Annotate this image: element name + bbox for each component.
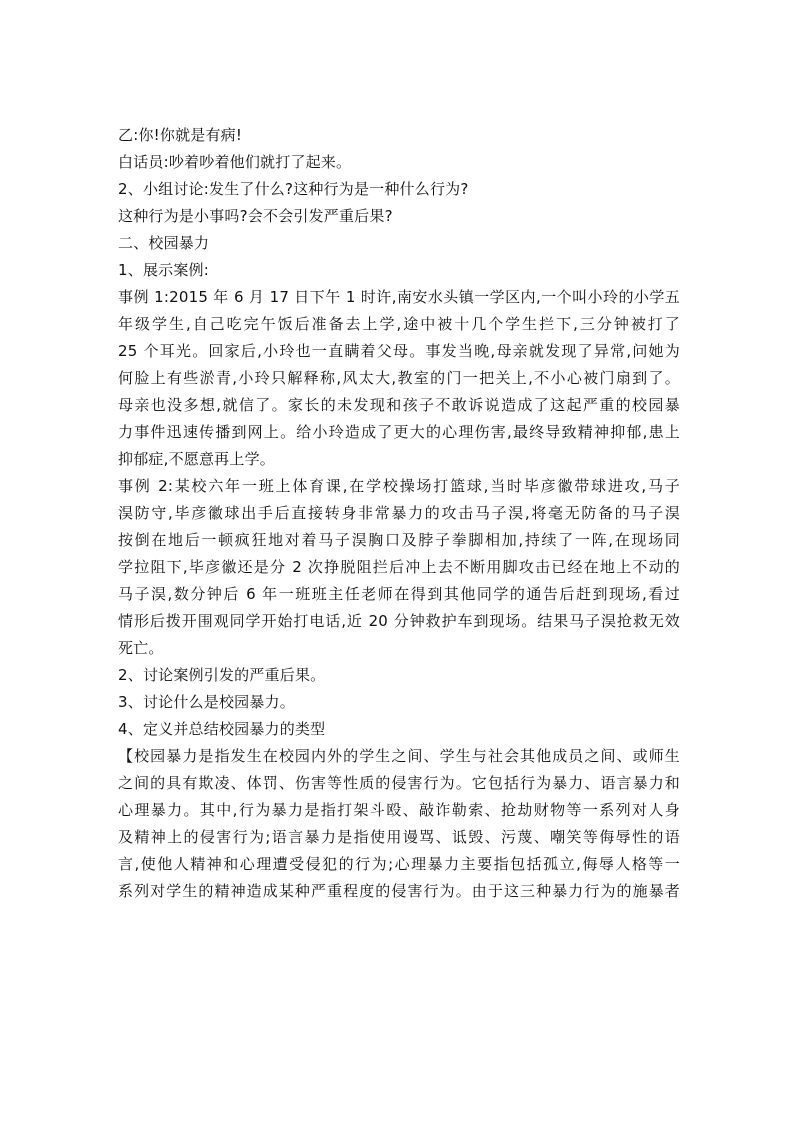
paragraph-line: 死亡。 xyxy=(118,639,164,657)
paragraph-line: 25 个耳光。回家后,小玲也一直瞒着父母。事发当晚,母亲就发现了异常,问她为 xyxy=(118,342,680,360)
section-heading: 二、校园暴力 xyxy=(118,234,210,252)
discussion-item-4: 4、定义并总结校园暴力的类型 xyxy=(118,720,326,738)
paragraph-line: 学拉阻下,毕彦徽还是分 2 次挣脱阻拦后冲上去不断用脚攻击已经在地上不动的 xyxy=(118,558,680,576)
paragraph-line: 【校园暴力是指发生在校园内外的学生之间、学生与社会其他成员之间、或师生 xyxy=(118,747,680,765)
paragraph-line: 按倒在地后一顿疯狂地对着马子淏胸口及脖子拳脚相加,持续了一阵,在现场同 xyxy=(118,531,680,549)
paragraph-line: 淏防守,毕彦徽球出手后直接转身非常暴力的攻击马子淏,将毫无防备的马子淏 xyxy=(118,504,680,522)
paragraph-line: 言,使他人精神和心理遭受侵犯的行为;心理暴力主要指包括孤立,侮辱人格等一 xyxy=(118,855,680,873)
paragraph-line: 事例 1:2015 年 6 月 17 日下午 1 时许,南安水头镇一学区内,一个叫小玲的小学五 xyxy=(118,288,680,306)
discussion-question: 这种行为是小事吗?会不会引发严重后果? xyxy=(118,207,393,225)
paragraph-line: 何脸上有些淤青,小玲只解释称,风太大,教室的门一把关上,不小心被门扇到了。 xyxy=(118,369,680,387)
paragraph-line: 之间的具有欺凌、体罚、伤害等性质的侵害行为。它包括行为暴力、语言暴力和 xyxy=(118,774,680,792)
definition-paragraph xyxy=(118,743,680,905)
discussion-item-3: 3、讨论什么是校园暴力。 xyxy=(118,693,295,711)
paragraph-line: 年级学生,自己吃完午饭后准备去上学,途中被十几个学生拦下,三分钟被打了 xyxy=(118,315,680,333)
document-page xyxy=(118,122,680,905)
paragraph-line: 马子淏,数分钟后 6 年一班班主任老师在得到其他同学的通告后赶到现场,看过 xyxy=(118,585,680,603)
paragraph-line: 母亲也没多想,就信了。家长的未发现和孩子不敢诉说造成了这起严重的校园暴 xyxy=(118,396,680,414)
paragraph-line: 力事件迅速传播到网上。给小玲造成了更大的心理伤害,最终导致精神抑郁,患上 xyxy=(118,423,680,441)
paragraph-line: 系列对学生的精神造成某种严重程度的侵害行为。由于这三种暴力行为的施暴者 xyxy=(118,882,680,900)
paragraph-line: 情形后拨开围观同学开始打电话,近 20 分钟救护车到现场。结果马子淏抢救无效 xyxy=(118,612,680,630)
case-2-paragraph xyxy=(118,473,680,662)
narrator-line: 白话员:吵着吵着他们就打了起来。 xyxy=(118,153,352,171)
paragraph-line: 心理暴力。其中,行为暴力是指打架斗殴、敲诈勒索、抢劫财物等一系列对人身 xyxy=(118,801,680,819)
paragraph-line: 抑郁症,不愿意再上学。 xyxy=(118,450,275,468)
case-1-paragraph xyxy=(118,284,680,473)
dialogue-line: 乙:你!你就是有病! xyxy=(118,126,243,144)
paragraph-line: 及精神上的侵害行为;语言暴力是指使用谩骂、诋毁、污蔑、嘲笑等侮辱性的语 xyxy=(118,828,680,846)
subsection-heading: 1、展示案例: xyxy=(118,261,209,279)
paragraph-line: 事例 2:某校六年一班上体育课,在学校操场打篮球,当时毕彦徽带球进攻,马子 xyxy=(118,477,680,495)
discussion-item-2: 2、讨论案例引发的严重后果。 xyxy=(118,666,326,684)
discussion-prompt: 2、小组讨论:发生了什么?这种行为是一种什么行为? xyxy=(118,180,469,198)
